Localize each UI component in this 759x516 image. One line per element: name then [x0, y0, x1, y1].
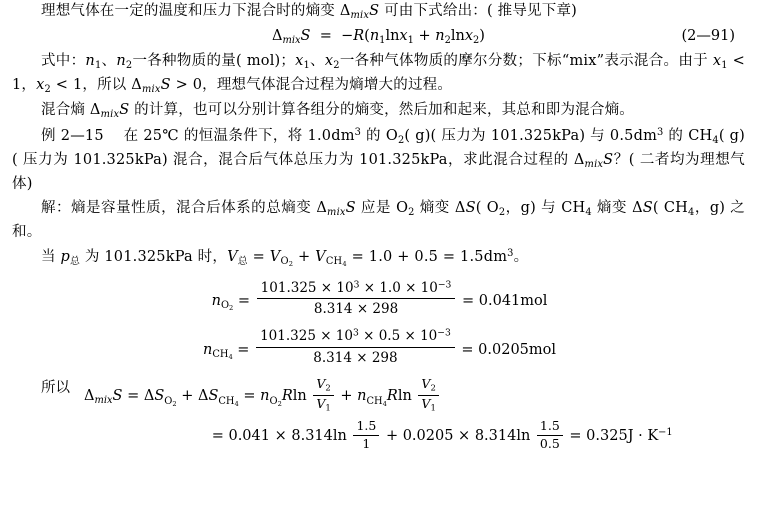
- equation-2-91-body: $\Delta_{mix}S = -R(n_1\ln x_1 + n_2\ln x_2)$: [272, 28, 485, 47]
- therefore-label: 所以: [41, 379, 70, 396]
- fraction-n-o2: [257, 279, 456, 318]
- therefore-equation-2: = 0.041 × 8.314ln $\frac{1.5}{1}$ + 0.0205 × 8.314ln $\frac{1.5}{0.5}$ = $0.325J \cdot K^{-1}$: [211, 418, 673, 451]
- therefore-line-1: [12, 376, 745, 415]
- fraction-numerator: $101.325 \times 10^3 \times 0.5 \times 10^{-3}$: [256, 327, 455, 347]
- fraction-v2-v1: $\frac{V_2}{V_1}$: [313, 376, 333, 415]
- paragraph-notation: 式中：$n_1$、$n_2$一各种物质的量( mol)；$x_1$、$x_2$一各种气体物质的摩尔分数；下标“mix”表示混合。由于 $x_1 < 1$，$x_2 < 1$，所以 $\Delta_{mix}S > 0$，理想气体混合过程为熵增大的过程。: [12, 53, 745, 96]
- fraction-1-5-over-1: $\frac{1.5}{1}$: [353, 418, 379, 452]
- therefore-line-2: [12, 418, 745, 452]
- paragraph-intro-before: 理想气体在一定的温度和压力下混合时的熵变: [41, 3, 340, 19]
- fraction-denominator: 8.314 × 298: [313, 301, 399, 318]
- fraction-numerator: $101.325 \times 10^3 \times 1.0 \times 10^{-3}$: [257, 279, 456, 299]
- paragraph-intro: [12, 0, 745, 24]
- paragraph-intro-after: 可由下式给出：( 推导见下章): [379, 3, 577, 19]
- equation-n-ch4: [0, 327, 759, 366]
- therefore-equation-1: $\Delta_{mix}S = \Delta S_{O_2} + \Delta S_{CH_4} = n_{O_2}Rln$ $\frac{V_2}{V_1}$ + $n_{CH_4}Rln$ $\frac{V_2}{V_1}$: [84, 376, 745, 415]
- example-2-15: 例 2—15 在 25℃ 的恒温条件下，将 $1.0dm^3$ 的 $O_2$( g)( 压力为 101.325kPa) 与 $0.5dm^3$ 的 $CH_4$( g)( 压力为 101.325kPa) 混合，混合后气体总压力为 101.325kPa，求此混合过程的 $\Delta_{mix}S$？( 二者均为理想气体): [12, 126, 745, 192]
- volume-line: 当 $p_总$ 为 101.325kPa 时，$V_总 = V_{O_2} + V_{CH_4} = 1.0 + 0.5 = 1.5dm^3$。: [41, 247, 529, 269]
- equation-2-91: [12, 28, 745, 46]
- equation-2-91-number: (2—91): [681, 28, 735, 45]
- equation-n-o2-body: $n_{O_2}$ = $\frac{101.325 \times 10^3 \times 1.0 \times 10^{-3}}{8.314 \times 298}$ = 0.041mol: [211, 279, 548, 318]
- symbol-delta-mix-s: $\Delta_{mix}S$: [339, 3, 380, 22]
- example-label: 例 2—15: [41, 127, 104, 144]
- equation-n-ch4-body: $n_{CH_4}$ = $\frac{101.325 \times 10^3 \times 0.5 \times 10^{-3}}{8.314 \times 298}$ = 0.0205mol: [202, 327, 557, 366]
- solution-text: 解：熵是容量性质，混合后体系的总熵变 $\Delta_{mix}S$ 应是 $O_2$ 熵变 ΔS( $O_2$，g) 与 $CH_4$ 熵变 ΔS( $CH_4$，g) 之和。: [12, 200, 745, 241]
- therefore-label-blank: [12, 418, 212, 434]
- paragraph-mixing-entropy: 混合熵 $\Delta_{mix}S$ 的计算，也可以分别计算各组分的熵变，然后加和起来，其总和即为混合熵。: [41, 102, 634, 121]
- fraction-n-ch4: [256, 327, 455, 366]
- solution-label: 解：: [41, 200, 72, 217]
- fraction-1-5-over-0-5: $\frac{1.5}{0.5}$: [537, 418, 563, 452]
- equation-n-o2: [0, 279, 759, 318]
- fraction-denominator: 8.314 × 298: [313, 349, 398, 366]
- fraction-v2-v1: $\frac{V_2}{V_1}$: [418, 376, 438, 415]
